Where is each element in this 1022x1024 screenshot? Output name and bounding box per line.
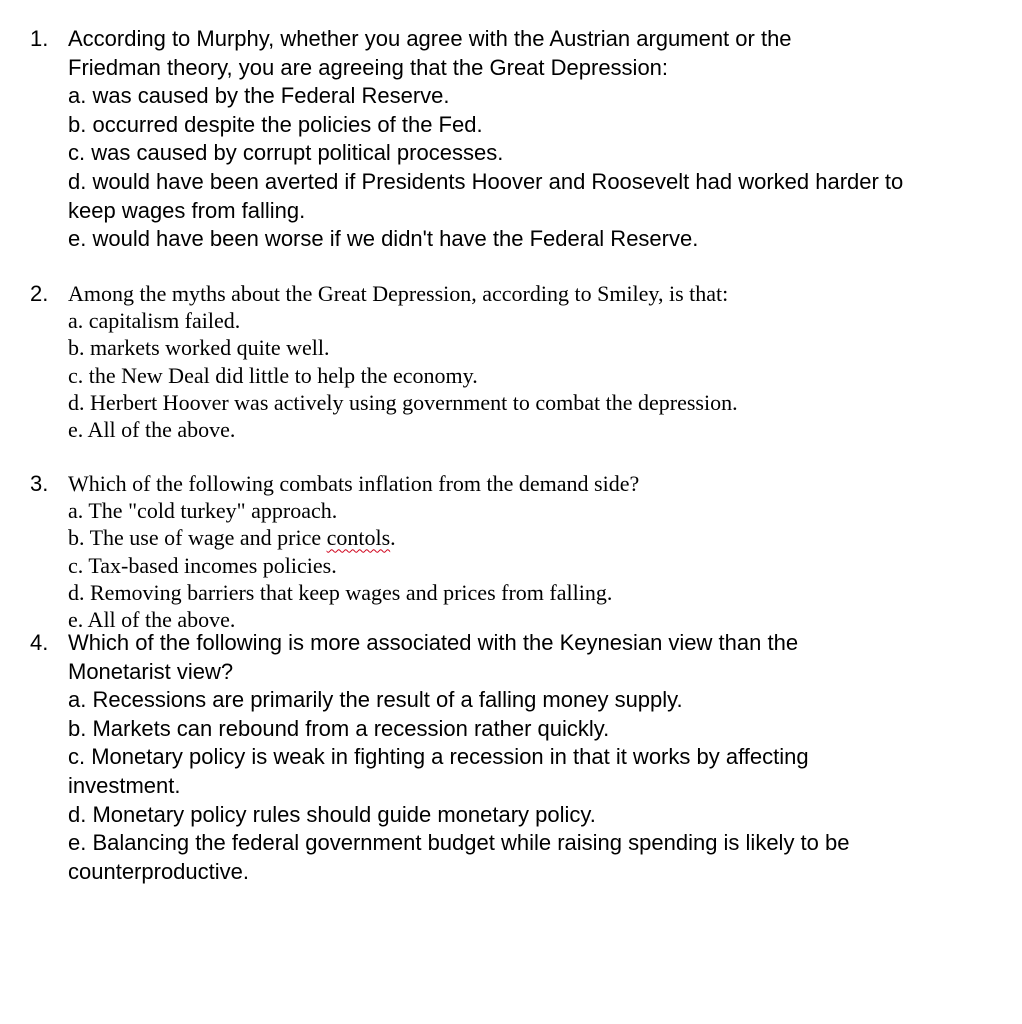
option-punctuation: . xyxy=(390,525,396,551)
question-stem: According to Murphy, whether you agree with the Austrian argument or the Friedman theory, you are agreeing that the Great Depression: xyxy=(68,26,792,80)
answer-option-d: d. would have been averted if Presidents Hoover and Roosevelt had worked harder to keep wages from falling. xyxy=(68,168,904,223)
answer-option-a: a. capitalism failed. xyxy=(68,308,241,334)
question-number: 3. xyxy=(30,471,49,496)
question-number: 2. xyxy=(30,281,49,306)
answer-option-d: d. Herbert Hoover was actively using government to combat the depression. xyxy=(68,389,738,415)
question-content xyxy=(68,629,898,886)
answer-option-b: b. markets worked quite well. xyxy=(68,335,330,361)
question-number: 1. xyxy=(30,26,49,51)
question-number: 4. xyxy=(30,630,49,655)
answer-option-c: c. Tax-based incomes policies. xyxy=(68,552,337,578)
question-content xyxy=(68,470,948,633)
answer-option-b: b. Markets can rebound from a recession rather quickly. xyxy=(68,715,610,741)
answer-option-d: d. Removing barriers that keep wages and prices from falling. xyxy=(68,579,613,605)
answer-option-a: a. was caused by the Federal Reserve. xyxy=(68,83,450,109)
answer-option-b: b. occurred despite the policies of the Fed. xyxy=(68,111,483,137)
question-stem: Which of the following combats inflation from the demand side? xyxy=(68,471,640,496)
misspelled-word: contols xyxy=(326,525,391,551)
answer-option-a: a. Recessions are primarily the result of a falling money supply. xyxy=(68,687,683,713)
answer-option-e: e. All of the above. xyxy=(68,417,236,443)
answer-option-d: d. Monetary policy rules should guide monetary policy. xyxy=(68,801,596,827)
question-content xyxy=(68,280,948,443)
answer-option-c: c. Monetary policy is weak in fighting a recession in that it works by affecting investment. xyxy=(68,744,809,798)
answer-option-e: e. All of the above. xyxy=(68,607,236,633)
answer-option-c: c. the New Deal did little to help the economy. xyxy=(68,362,478,388)
answer-option-b xyxy=(68,524,948,551)
answer-option-c: c. was caused by corrupt political processes. xyxy=(68,140,504,166)
option-text: b. The use of wage and price xyxy=(68,525,327,551)
question-stem: Which of the following is more associated with the Keynesian view than the Monetarist view? xyxy=(68,630,799,684)
answer-option-e: e. would have been worse if we didn't have the Federal Reserve. xyxy=(68,226,699,252)
answer-option-a: a. The "cold turkey" approach. xyxy=(68,498,338,524)
question-stem: Among the myths about the Great Depression, according to Smiley, is that: xyxy=(68,281,729,306)
question-content xyxy=(68,25,904,254)
answer-option-e: e. Balancing the federal government budget while raising spending is likely to be counterproductive. xyxy=(68,830,850,884)
